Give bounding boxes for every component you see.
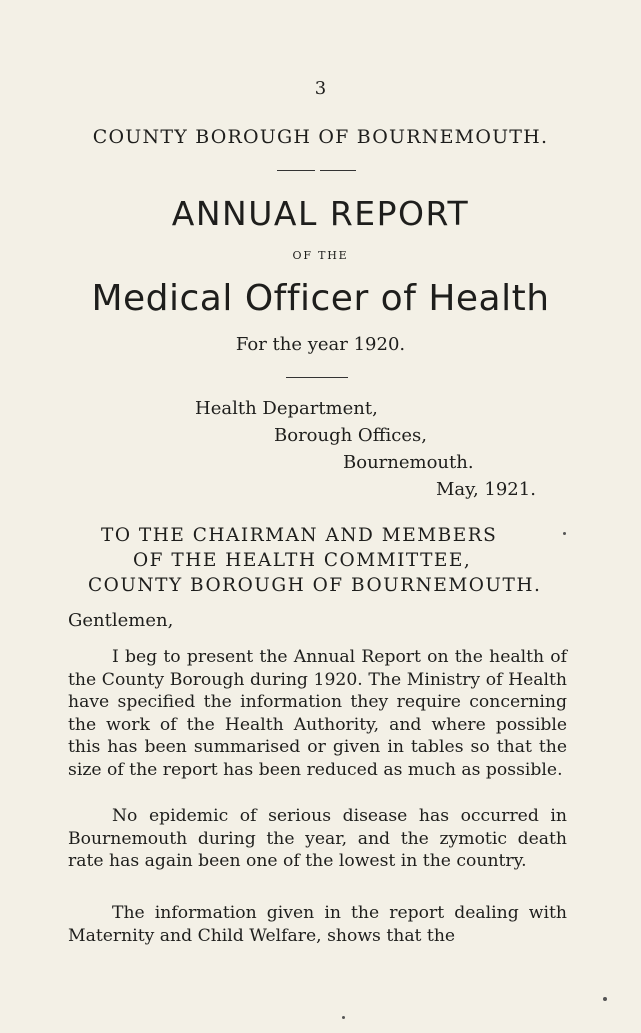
borough-heading: COUNTY BOROUGH OF BOURNEMOUTH. bbox=[92, 126, 549, 148]
year-line: For the year 1920. bbox=[235, 334, 406, 355]
addressee-line-3: COUNTY BOROUGH OF BOURNEMOUTH. bbox=[88, 575, 542, 596]
body-paragraph-2: No epidemic of serious disease has occurred in Bournemouth during the year, and the zymotic death rate has again been one of the lowest in the country. bbox=[68, 806, 567, 871]
title-divider bbox=[320, 170, 356, 171]
page-number: 3 bbox=[314, 78, 327, 99]
letter-date: May, 1921. bbox=[436, 479, 536, 500]
addressee-line-2: OF THE HEALTH COMMITTEE, bbox=[133, 550, 472, 571]
officer-title: Medical Officer of Health bbox=[91, 278, 550, 319]
page-speck bbox=[603, 997, 607, 1001]
section-divider bbox=[286, 377, 348, 378]
body-paragraph-3: The information given in the report dealing with Maternity and Child Welfare, shows that the bbox=[68, 903, 567, 946]
page-speck bbox=[563, 532, 566, 535]
report-title: ANNUAL REPORT bbox=[171, 194, 470, 233]
of-the-line: OF THE bbox=[292, 249, 349, 262]
greeting: Gentlemen, bbox=[68, 610, 174, 631]
address-line-1: Health Department, bbox=[195, 398, 378, 419]
body-paragraph-1: I beg to present the Annual Report on the health of the County Borough during 1920. The Ministry of Health have specified the information they require concerning the work of the Health Authority, and where possible this has been summarised or given in tables so that the size of the report has been reduced as much as possible. bbox=[68, 647, 567, 780]
title-divider bbox=[277, 170, 315, 171]
addressee-line-1: TO THE CHAIRMAN AND MEMBERS bbox=[101, 525, 498, 546]
page-speck bbox=[342, 1016, 345, 1019]
address-line-3: Bournemouth. bbox=[343, 452, 474, 473]
address-line-2: Borough Offices, bbox=[274, 425, 427, 446]
